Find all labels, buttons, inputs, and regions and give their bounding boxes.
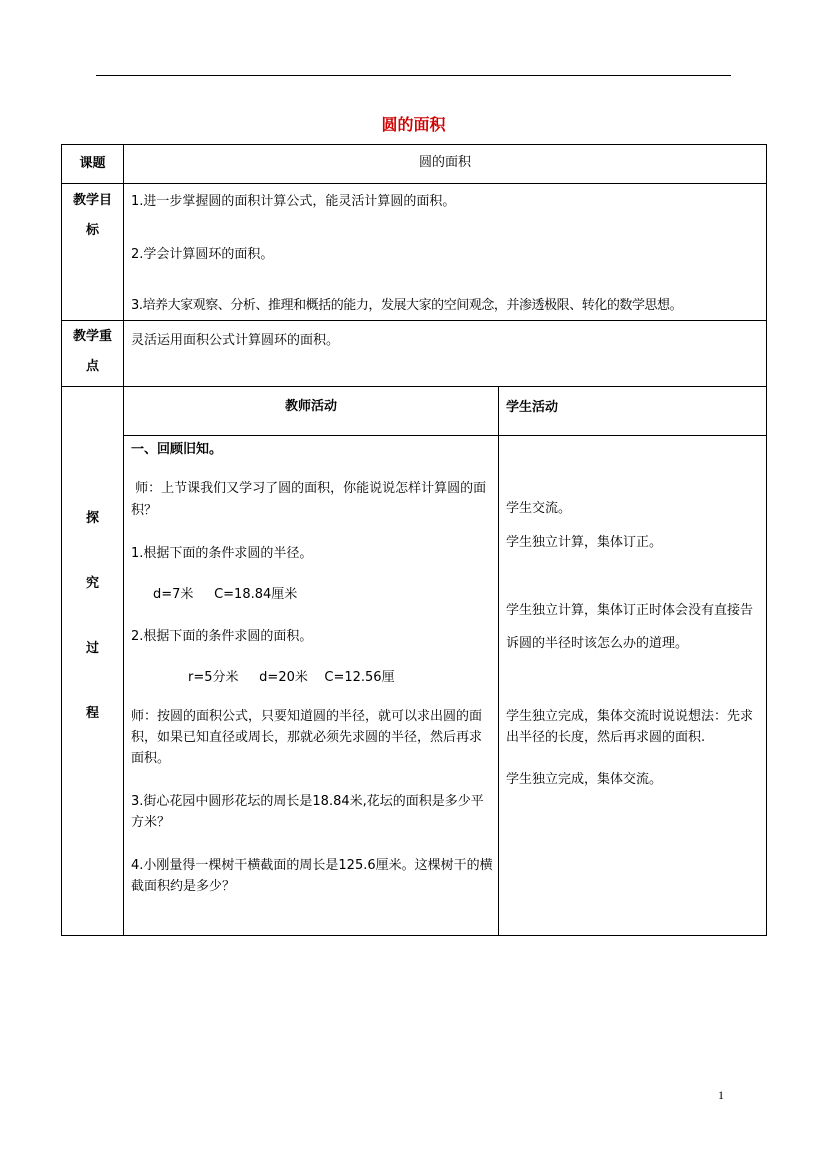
teacher-question-2: 2.根据下面的条件求圆的面积。: [131, 629, 313, 644]
student-activity-1: 学生交流。: [506, 501, 572, 516]
topic-label: 课题: [79, 156, 106, 171]
document-title: 圆的面积: [381, 115, 446, 134]
goal-item-1: 1.进一步掌握圆的面积计算公式，能灵活计算圆的面积。: [131, 194, 456, 209]
teacher-question-1: 1.根据下面的条件求圆的半径。: [131, 546, 313, 561]
header-rule: [96, 75, 731, 76]
teacher-question-4: 4.小刚量得一棵树干横截面的周长是125.6厘米。这棵树干的横截面积约是多少？: [131, 858, 493, 894]
page-number: 1: [718, 1088, 724, 1102]
process-label-char-3: 过: [85, 641, 99, 656]
teacher-section-heading: 一、回顾旧知。: [131, 442, 223, 457]
key-point-label-line1: 教学重: [72, 329, 112, 344]
key-point-label-line2: 点: [85, 359, 99, 374]
student-activity-2: 学生独立计算，集体订正。: [506, 535, 663, 550]
teacher-activity-header: 教师活动: [284, 399, 337, 414]
process-label-char-2: 究: [85, 576, 99, 591]
student-activity-4: 学生独立完成，集体交流时说说想法：先求出半径的长度，然后再求圆的面积.: [506, 709, 754, 745]
teacher-note: 师：按圆的面积公式，只要知道圆的半径，就可以求出圆的面积，如果已知直径或周长，那就必须先求圆的半径，然后再求面积。: [131, 709, 483, 766]
process-label-char-1: 探: [85, 511, 99, 526]
goals-label-line2: 标: [85, 223, 99, 238]
key-point-label: [62, 322, 123, 382]
teacher-question-1-values: d=7米 C=18.84厘米: [153, 587, 298, 602]
key-point-value: 灵活运用面积公式计算圆环的面积。: [131, 333, 340, 348]
process-label-char-4: 程: [85, 706, 99, 721]
topic-value: 圆的面积: [418, 155, 471, 170]
student-activity-3: 学生独立计算，集体订正时体会没有直接告诉圆的半径时该怎么办的道理。: [506, 603, 754, 651]
teacher-question-2-values: r=5分米 d=20米 C=12.56厘: [188, 670, 395, 685]
goal-item-3: 3.培养大家观察、分析、推理和概括的能力，发展大家的空间观念，并渗透极限、转化的数学思想。: [131, 298, 683, 313]
student-activity-header: 学生活动: [506, 400, 559, 415]
process-label: [62, 486, 123, 746]
teacher-question-3: 3.街心花园中圆形花坛的周长是18.84米,花坛的面积是多少平方米？: [131, 794, 484, 830]
teacher-intro: 师：上节课我们又学习了圆的面积，你能说说怎样计算圆的面积？: [131, 481, 487, 518]
student-activity-5: 学生独立完成，集体交流。: [506, 772, 663, 787]
goals-label-line1: 教学目: [72, 193, 112, 208]
goals-label: [62, 186, 123, 246]
goal-item-2: 2.学会计算圆环的面积。: [131, 247, 274, 262]
